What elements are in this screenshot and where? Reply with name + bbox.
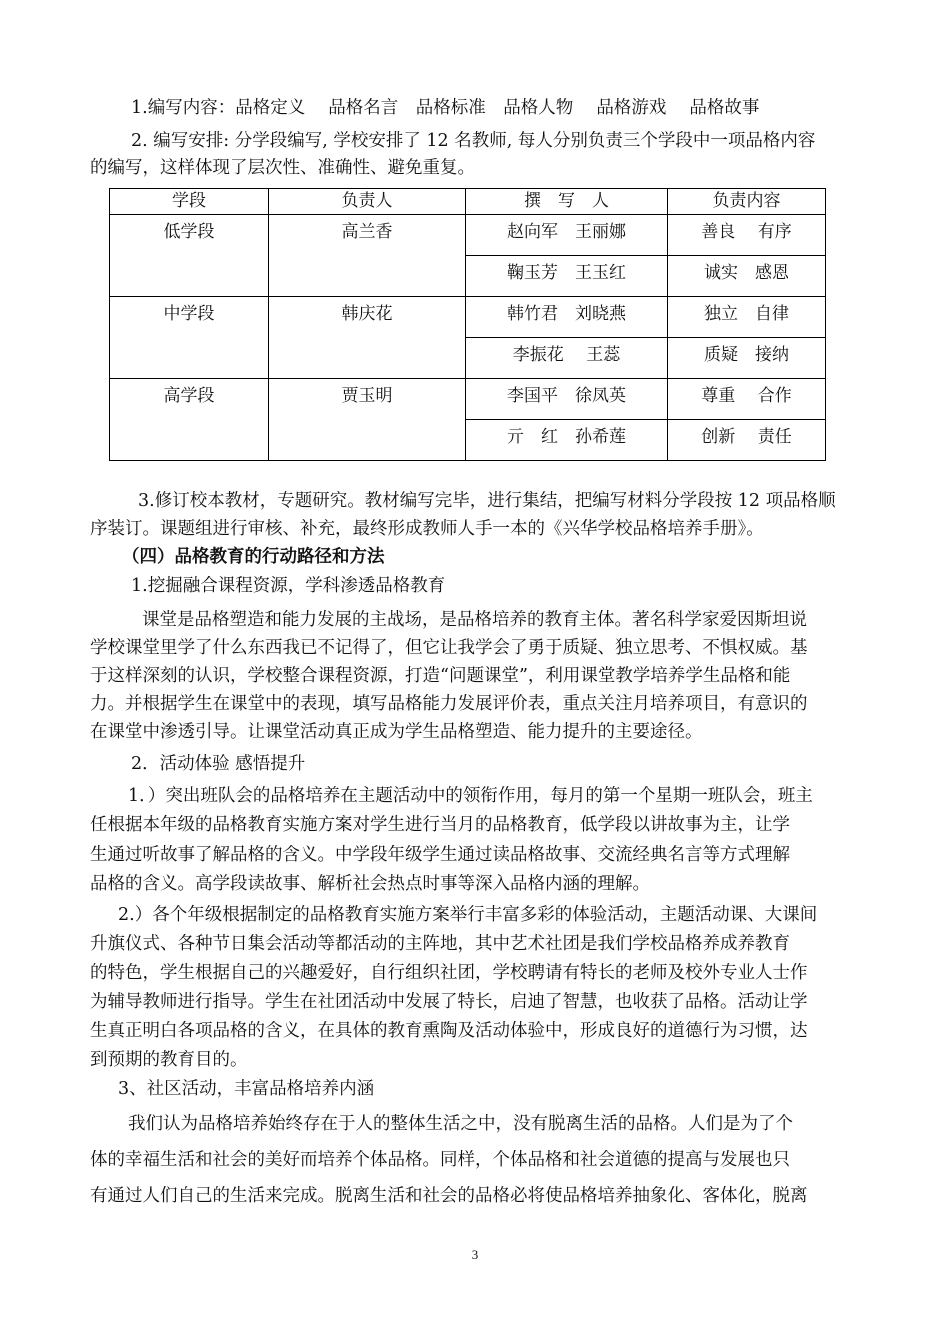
paragraph-line: 3.修订校本教材，专题研究。教材编写完毕，进行集结，把编写材料分学段按 12 项品格顺 xyxy=(138,491,836,511)
paragraph-line: 2.）各个年级根据制定的品格教育实施方案举行丰富多彩的体验活动，主题活动课、大课间 xyxy=(118,905,818,925)
stage-cell: 低学段 xyxy=(110,215,269,297)
page-number: 3 xyxy=(471,1247,479,1262)
content-cell: 尊重 合作 xyxy=(668,379,826,420)
content-cell: 质疑 接纳 xyxy=(668,338,826,379)
subsection-heading: 2．活动体验 感悟提升 xyxy=(131,754,306,774)
content-cell: 创新 责任 xyxy=(668,420,826,461)
table-header-row xyxy=(110,189,826,215)
subsection-heading: 1.挖掘融合课程资源，学科渗透品格教育 xyxy=(131,576,446,596)
assignment-table xyxy=(109,188,826,461)
paragraph-line: 为辅导教师进行指导。学生在社团活动中发展了特长，启迪了智慧，也收获了品格。活动让学 xyxy=(90,992,808,1012)
writer-cell: 赵向军 王丽娜 xyxy=(466,215,668,256)
lead-cell: 韩庆花 xyxy=(269,297,466,379)
content-cell: 独立 自律 xyxy=(668,297,826,338)
paragraph-line: 课堂是品格塑造和能力发展的主战场，是品格培养的教育主体。著名科学家爱因斯坦说 xyxy=(142,610,807,630)
table-row xyxy=(110,297,826,338)
writer-cell: 亓 红 孙希莲 xyxy=(466,420,668,461)
content-cell: 诚实 感恩 xyxy=(668,256,826,297)
writer-cell: 李振花 王蕊 xyxy=(466,338,668,379)
paragraph-line: 1．）突出班队会的品格培养在主题活动中的领衔作用，每月的第一个星期一班队会，班主 xyxy=(128,786,813,806)
table-row xyxy=(110,379,826,420)
paragraph-line: 序装订。课题组进行审核、补充，最终形成教师人手一本的《兴华学校品格培养手册》。 xyxy=(90,519,764,539)
lead-cell: 贾玉明 xyxy=(269,379,466,461)
table-header-cell: 撰 写 人 xyxy=(466,189,668,215)
paragraph-line: 生真正明白各项品格的含义，在具体的教育熏陶及活动体验中，形成良好的道德行为习惯，达 xyxy=(90,1021,808,1041)
paragraph-line: 力。并根据学生在课堂中的表现，填写品格能力发展评价表，重点关注月培养项目，有意识的 xyxy=(90,694,808,714)
paragraph-line: 生通过听故事了解品格的含义。中学段年级学生通过读品格故事、交流经典名言等方式理解 xyxy=(90,845,790,865)
paragraph-line: 任根据本年级的品格教育实施方案对学生进行当月的品格教育，低学段以讲故事为主，让学 xyxy=(90,815,790,835)
table-header-cell: 学段 xyxy=(110,189,269,215)
paragraph-line: 品格的含义。高学段读故事、解析社会热点时事等深入品格内涵的理解。 xyxy=(90,874,650,894)
writer-cell: 李国平 徐凤英 xyxy=(466,379,668,420)
arrangement-line-2: 的编写，这样体现了层次性、准确性、避免重复。 xyxy=(90,158,475,178)
lead-cell: 高兰香 xyxy=(269,215,466,297)
writer-cell: 鞠玉芳 王玉红 xyxy=(466,256,668,297)
paragraph-line: 学校课堂里学了什么东西我已不记得了，但它让我学会了勇于质疑、独立思考、不惧权威。基 xyxy=(90,638,808,658)
paragraph-line: 升旗仪式、各种节日集会活动等都活动的主阵地，其中艺术社团是我们学校品格养成养教育 xyxy=(90,934,790,954)
writer-cell: 韩竹君 刘晓燕 xyxy=(466,297,668,338)
content-list-line: 1.编写内容：品格定义 品格名言 品格标准 品格人物 品格游戏 品格故事 xyxy=(131,98,760,118)
table-header-cell: 负责人 xyxy=(269,189,466,215)
stage-cell: 中学段 xyxy=(110,297,269,379)
paragraph-line: 有通过人们自己的生活来完成。脱离生活和社会的品格必将使品格培养抽象化、客体化，脱离 xyxy=(90,1186,808,1206)
subsection-heading: 3、社区活动，丰富品格培养内涵 xyxy=(118,1079,375,1099)
table-header-cell: 负责内容 xyxy=(668,189,826,215)
paragraph-line: 我们认为品格培养始终存在于人的整体生活之中，没有脱离生活的品格。人们是为了个 xyxy=(128,1114,793,1134)
stage-cell: 高学段 xyxy=(110,379,269,461)
table-row xyxy=(110,215,826,256)
arrangement-line-1: 2. 编写安排: 分学段编写, 学校安排了 12 名教师, 每人分别负责三个学段中一项品格内容 xyxy=(131,131,816,151)
paragraph-line: 于这样深刻的认识，学校整合课程资源，打造“问题课堂”，利用课堂教学培养学生品格和能 xyxy=(90,666,791,686)
paragraph-line: 到预期的教育目的。 xyxy=(90,1050,248,1070)
paragraph-line: 在课堂中渗透引导。让课堂活动真正成为学生品格塑造、能力提升的主要途径。 xyxy=(90,722,703,742)
content-cell: 善良 有序 xyxy=(668,215,826,256)
paragraph-line: 的特色，学生根据自己的兴趣爱好，自行组织社团，学校聘请有特长的老师及校外专业人士作 xyxy=(90,963,808,983)
paragraph-line: 体的幸福生活和社会的美好而培养个体品格。同样，个体品格和社会道德的提高与发展也只 xyxy=(90,1150,790,1170)
section-heading: （四）品格教育的行动路径和方法 xyxy=(122,547,385,567)
